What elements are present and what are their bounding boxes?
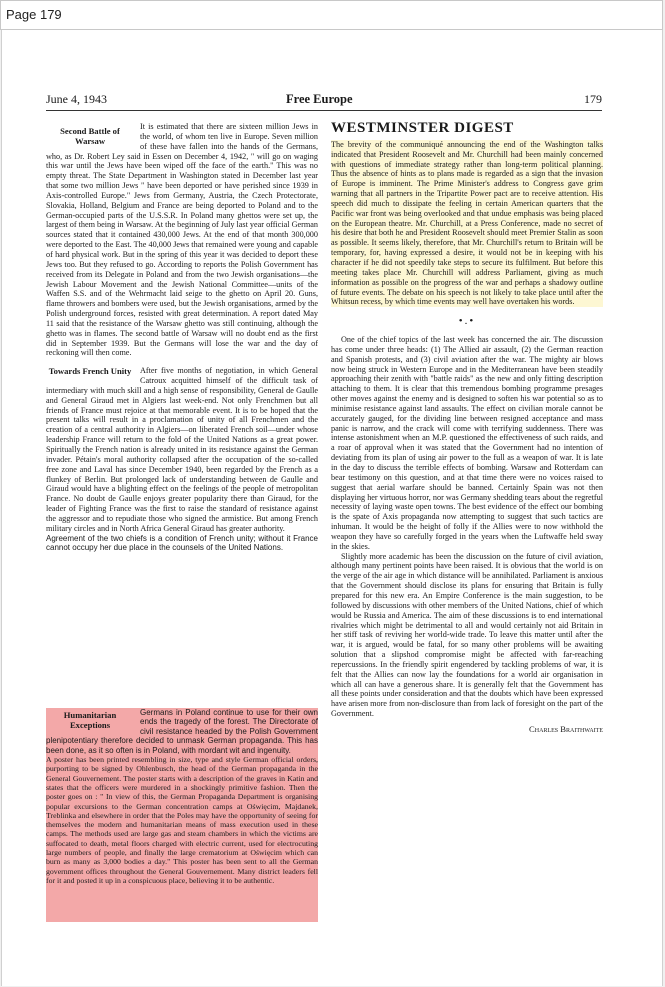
digest-paragraph-1: The brevity of the communiqué announcing the end of the Washington talks indicated that President Roosevelt and Mr. Churchill had been mainly concerned with questions of immediate strategy rather than long-term political planning. Thus the absence of hints as to plans made is regarded as a sign that the invasion of Europe is imminent. The Prime Minister's address to Congress gave grim warning that all partners in the Tripartite Power pact are to receive attention. His speech did much to dissipate the feeling in certain American quarters that the Pacific war front was being overlooked and that undue emphasis was being placed on the European theatre. Mr. Churchill, at a Press Conference, made no secret of his desire that both he and President Roosevelt should meet Premier Stalin as soon as possible. It seems likely, therefore, that Mr. Churchill's return to Britain will be temporary, for, having expressed a desire, it would not be in keeping with his character if he did not speedily take steps to secure its fulfilment. But before this meeting takes place Mr. Churchill will address Parliament, giving as much information as possible on the progress of the war and perhaps a shadowy outline of future events. The debate on his speech is not likely to take place until after the Whitsun recess, by which time events may well have overtaken his words. bbox=[331, 139, 603, 307]
section-divider: •.• bbox=[458, 315, 476, 328]
section-heading-warsaw: Second Battle of Warsaw bbox=[60, 126, 120, 146]
digest-title: WESTMINSTER DIGEST bbox=[331, 120, 514, 136]
section-text-warsaw: It is estimated that there are sixteen million Jews in the world, of whom ten live in Europe. Seven million of these have fallen into the hands of the Germans, who, as Dr. Robert Ley said in Essen on December 4, 1942, " will go on waging this war until the Jews have been wiped off the face of the earth." This was no empty threat. The State Department in Washington stated in December last year that some two million Jews " have been deported or have perished since 1939 in Axis-controlled Europe." Jews from Germany, Austria, the Czech Protectorate, Slovakia, Holland, Belgium and France are being deported to Poland and to the German-occupied parts of the U.S.S.R. In Poland many ghettos were set up, the largest of them being in Warsaw. At the beginning of July last year official German sources stated that it contained 430,000 Jews. At the end of that month 300,000 were deported to the East. The 40,000 Jews that remained were young and capable of hard physical work. But in the spring of this year it was decided to deport these Jews too. But they refused to go. According to reports the Polish Government has received from its Delegate in Poland and from the two Jewish organisations—the Jewish Labour Movement and the Jewish National Committee—units of the Waffen S.S. and of the Wehrmacht laid seige to the ghetto on April 20. Guns, flame throwers and bombers were used, but the Jewish organisations, armed by the Polish underground forces, resisted with great determination. A report dated May 11 said that the resistance of the Warsaw ghetto was still continuing, although the ghetto was in flames. The second battle of Warsaw will no doubt end as the first did in September 1939. But the Germans will lose the war and the day of reckoning will then come. bbox=[46, 122, 318, 358]
page-indicator: Page 179 bbox=[6, 7, 62, 22]
viewer-toolbar bbox=[0, 0, 663, 30]
digest-paragraph-3: Slightly more academic has been the discussion on the future of civil aviation, although many pertinent points have been raised. It is obvious that the world is on the verge of the air age in which distance will be annihilated. Parliament is anxious that the Government should disclose its plans for ensuring that Britain is fully prepared for this new era. An Empire Conference is the main suggestion, to be followed by discussions with other members of the United Nations, chief of which would be Russia and America. The aim of these discussions is to end international rivalries which might be detrimental to all and would certainly not aid Britain in her stiff task of reviving her world-wide trade. To leave this matter until after the war, it is argued, would be fatal, for so many other problems will be awaiting solution that a slipshod compromise might be affected with far-reaching repercussions. In the friendly spirit engendered by tackling problems of war, it is felt that the Allies can now lay the foundations for a world air organisation in which all can have a generous share. It is generally felt that the Government has all these points under consideration and that the doubts which have been expressed have arisen more from non-disclosure than from lack of foresight on the part of the Government. bbox=[331, 551, 604, 719]
left-column bbox=[46, 122, 318, 552]
section-heading-humanitarian: Humanitarian Exceptions bbox=[63, 710, 117, 730]
issue-date: June 4, 1943 bbox=[46, 92, 107, 106]
digest-paragraph-2: One of the chief topics of the last week has concerned the air. The discussion has come under three heads: (1) The Allied air assault, (2) the German reaction and Spanish protests, and (3) civil aviation after the war. The mighty air blows now being struck in Western Europe and in the Mediterranean have been steadily approaching their zenith with "battle raids" as the new and only fitting description attaching to them. It is clear that this tremendous bombing programme presages other moves against the enemy and is designed to soften his war potential so as to minimise resistance against land assaults. The effect on civilian morale cannot be accurately gauged, for the dividing line between resigned acceptance and mass panic is narrow, and the crack will come with terrifying suddenness. There was intense astonishment when an M.P. questioned the effectiveness of such raids, and a roar of approval when it was stated that the Government had no intention of deviating from its plan of using air power to the full as a weapon of war. It is late in the day to discuss the terrible effects of bombing. Warsaw and Rotterdam can bear testimony on this question, and at that time there were no voices raised to suggest that aerial warfare should be banned. Certainly Spain was not then displaying her virtuous horror, nor was Germany shedding tears about the regretful necessity of laying waste open towns. The best evidence of the effect our bombing is the spate of Axis propaganda now attempting to suggest that such tactics are inhuman. It would be the height of folly if the Allies were to now withhold the weapon they have so carefully forged in the years when the Luftwaffe held sway in the skies. bbox=[331, 335, 603, 551]
highlighted-block-humanitarian bbox=[46, 708, 318, 922]
section-overlay-humanitarian: Germans in Poland continue to use for their own ends the tragedy of the forest. The Directorate of civil resistance headed by the Polish Government plenipotentiary therefore decided to unmask German propaganda. This has been done, as it so often is in Poland, with mordant wit and ingenuity. bbox=[46, 708, 318, 755]
journal-title: Free Europe bbox=[286, 92, 353, 106]
running-header bbox=[46, 92, 602, 110]
right-column bbox=[331, 122, 603, 735]
header-rule bbox=[46, 110, 602, 111]
author-signature: Charles Braithwaite bbox=[529, 723, 603, 734]
section-overlay-french-unity: Agreement of the two chiefs is a condition of French unity; without it France cannot occupy her due place in the counsels of the United Nations. bbox=[46, 533, 318, 552]
section-heading-french-unity: Towards French Unity bbox=[48, 366, 132, 377]
page-number: 179 bbox=[584, 92, 602, 106]
section-text-french-unity: After five months of negotiation, in which General Catroux acquitted himself of the difficult task of intermediary with much skill and a high sense of responsibility, General de Gaulle and General Giraud met in Algiers last week-end. Not only Frenchmen but all friends of France must rejoice at that memorable event. It is to be hoped that the present talks will result in a proclamation of unity of all Frenchmen and the creation of a central authority in Algiers—on liberated French soil—under whose leadership France will return to the fold of the United Nations as a great power. Spiritually the French nation is already united in its resistance against the German invader. Pétain's moral authority collapsed after the occupation of the so-called free zone and Laval has since December 1940, been regarded by the French as a flunkey of Berlin. But prolonged lack of understanding between de Gaulle and Giraud would have a blighting effect on the feelings of the people of metropolitan France. No doubt de Gaulle enjoys greater popularity there than Giraud, for the leader of Fighting France was the first to raise the standard of resistance against the aggressor and to repudiate those who signed the armistice. But among French military circles and in North Africa General Giraud has greater authority. bbox=[46, 366, 318, 533]
section-text-humanitarian: A poster has been printed resembling in size, type and style German official orders, purporting to be signed by Ohlenbusch, the head of the German propaganda in the General Gouvernement. The poster starts with a description of the graves in Katin and states that the officers were murdered in a shockingly primitive fashion. Then the poster goes on : " In view of this, the German Propaganda Department is organising popular excursions to the German concentration camps at Oświęcim, Majdanek, Treblinka and elsewhere in order that the Poles may have the opportunity of seeing for themselves the modern and humanitarian means of mass execution used in these camps. The methods used are large gas and steam chambers in which the victims are suffocated to death, metal floors charged with electric current, used for electrocuting large numbers of people, and finally the large crematorium at Oświęcim which can burn as many as 3,000 bodies a day." This poster has been sent to all the German government offices throughout the General Gouvernement. Many district leaders fell for it and posted it up in a conspicuous place, believing it to be authentic. bbox=[46, 755, 318, 885]
